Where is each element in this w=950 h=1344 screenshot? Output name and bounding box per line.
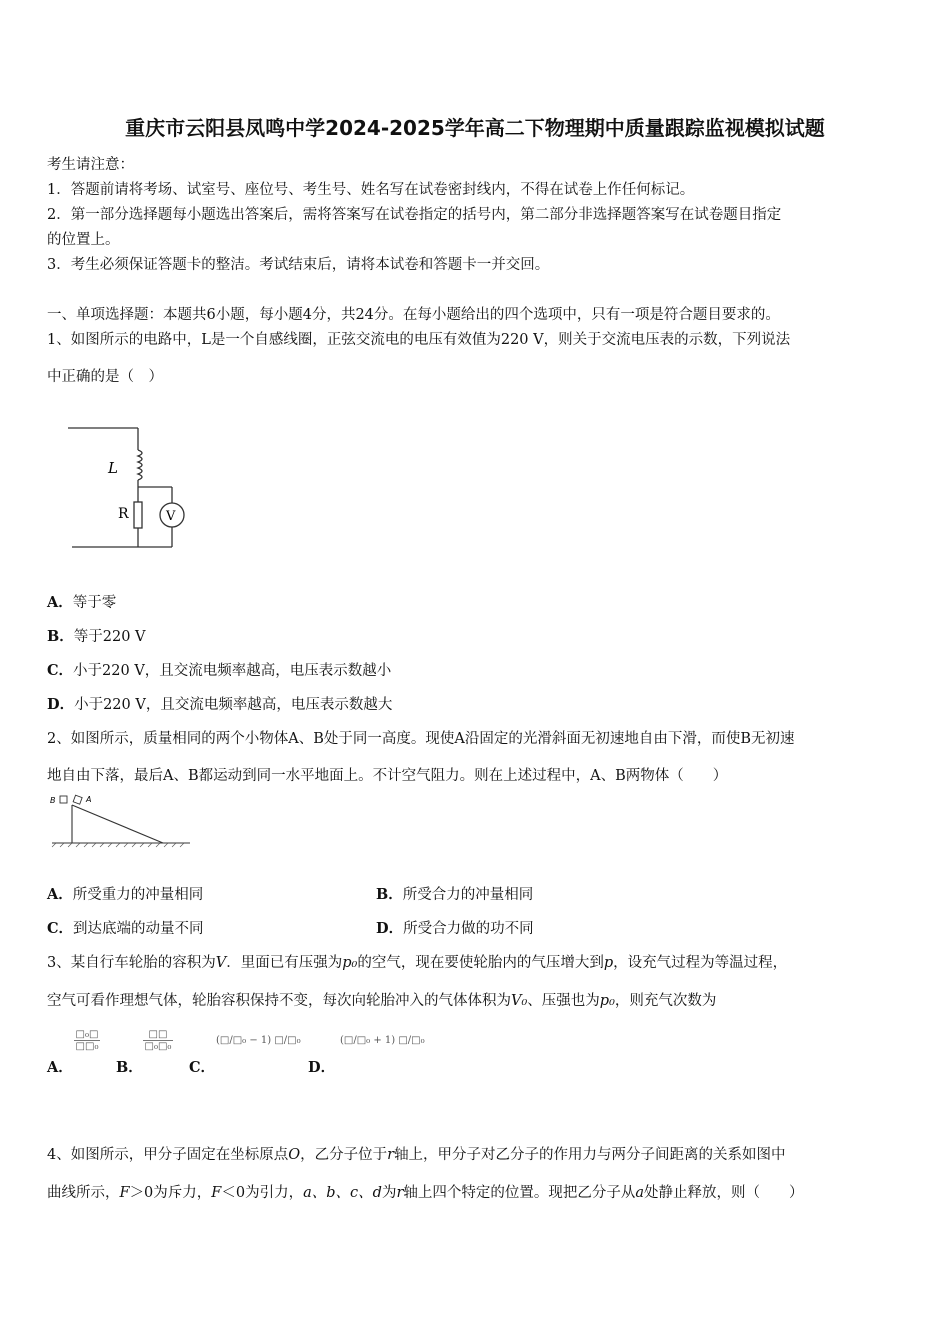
label-R: R [118, 506, 129, 522]
q3-option-d-formula: (□/□₀ + 1) □/□₀ [340, 1035, 425, 1046]
q2-option-c [47, 917, 204, 938]
text: 为 [381, 1185, 397, 1201]
var-r: r [387, 1147, 395, 1163]
numerator: □₀□ [75, 1029, 99, 1040]
q3-option-a-key: A． [47, 1059, 73, 1076]
numerator: □□ [143, 1029, 173, 1041]
var-V: V [215, 955, 227, 971]
text: 处静止释放，则（ ） [644, 1185, 804, 1201]
notice-item-2: 2．第一部分选择题每小题选出答案后，需将答案写在试卷指定的括号内，第二部分非选择题答案写在试卷题目指定 [47, 207, 782, 223]
q3-option-c-key: C． [189, 1059, 216, 1076]
q1-option-a [47, 591, 116, 612]
denominator: □₀□₀ [144, 1041, 172, 1052]
q1-stem-line2: 中正确的是（ ） [47, 369, 163, 385]
notice-item-2-cont: 的位置上。 [47, 232, 120, 248]
option-key: C． [47, 662, 74, 679]
label-A: A [86, 795, 92, 804]
text: ＜0为引力， [221, 1185, 304, 1201]
section-heading: 一、单项选择题：本题共6小题，每小题4分，共24分。在每小题给出的四个选项中，只有一项是符合题目要求的。 [47, 307, 780, 323]
label-B: B [50, 796, 56, 805]
option-text: 到达底端的动量不同 [73, 921, 204, 937]
q1-option-d [47, 693, 392, 714]
text: 3、某自行车轮胎的容积为 [47, 955, 216, 971]
q2-stem-line1: 2、如图所示，质量相同的两个小物体A、B处于同一高度。现使A沿固定的光滑斜面无初速地自由下滑，而使B无初速 [47, 731, 795, 747]
notice-heading: 考生请注意： [47, 157, 134, 173]
q1-option-b [47, 625, 146, 646]
label-L: L [108, 459, 118, 477]
q3-option-b-formula [143, 1029, 173, 1052]
var-F: F [211, 1185, 222, 1201]
q4-stem-line1 [47, 1143, 786, 1164]
notice-item-1: 1．答题前请将考场、试室号、座位号、考生号、姓名写在试卷密封线内，不得在试卷上作任何标记。 [47, 182, 695, 198]
var-F: F [119, 1185, 130, 1201]
option-text: 等于零 [72, 595, 117, 611]
option-key: D． [376, 920, 404, 937]
var-r: r [396, 1185, 404, 1201]
q2-option-d [376, 917, 534, 938]
option-text: 等于220 V [73, 629, 146, 645]
q4-stem-line2 [47, 1181, 804, 1202]
text: ＞0为斥力， [129, 1185, 212, 1201]
q3-option-b-key: B． [116, 1059, 143, 1076]
text: 、压强也为 [527, 993, 600, 1009]
option-text: 小于220 V，且交流电频率越高，电压表示数越大 [74, 697, 393, 713]
q2-option-b [376, 883, 533, 904]
notice-item-3: 3．考生必须保证答题卡的整洁。考试结束后，请将本试卷和答题卡一并交回。 [47, 257, 550, 273]
q2-option-a [47, 883, 203, 904]
vars-abcd: a、b、c、d [303, 1185, 382, 1201]
var-V0: V₀ [511, 993, 528, 1009]
option-key: D． [47, 696, 75, 713]
voltmeter-label: V [166, 509, 176, 524]
var-p: p [603, 955, 614, 971]
q3-option-c-formula: (□/□₀ − 1) □/□₀ [216, 1035, 301, 1046]
q3-stem-line2 [47, 989, 716, 1010]
option-text: 所受合力做的功不同 [403, 921, 534, 937]
text: 的空气，现在要使轮胎内的气压增大到 [357, 955, 604, 971]
option-key: A． [47, 886, 73, 903]
var-O: O [288, 1147, 301, 1163]
q3-option-a-formula [74, 1029, 100, 1052]
option-text: 小于220 V，且交流电频率越高，电压表示数越小 [73, 663, 392, 679]
q3-option-d-key: D． [308, 1059, 336, 1076]
var-a: a [635, 1185, 645, 1201]
text: ，则充气次数为 [614, 993, 717, 1009]
text: 空气可看作理想气体，轮胎容积保持不变，每次向轮胎冲入的气体体积为 [47, 993, 511, 1009]
option-text: 所受重力的冲量相同 [72, 887, 204, 903]
q2-incline-diagram [48, 793, 193, 848]
q1-option-c [47, 659, 391, 680]
text: 4、如图所示，甲分子固定在坐标原点 [47, 1147, 289, 1163]
text: 轴上四个特定的位置。现把乙分子从 [403, 1185, 636, 1201]
option-key: A． [47, 594, 73, 611]
var-p0: p₀ [599, 993, 615, 1009]
q1-stem-line1: 1、如图所示的电路中，L是一个自感线圈，正弦交流电的电压有效值为220 V，则关于交流电压表的示数，下列说法 [47, 332, 791, 348]
q2-stem-line2: 地自由下落，最后A、B都运动到同一水平地面上。不计空气阻力。则在上述过程中，A、B两物体（ ） [47, 768, 728, 784]
option-key: B． [376, 886, 403, 903]
q3-stem-line1 [47, 951, 787, 972]
option-key: C． [47, 920, 74, 937]
text: ，设充气过程为等温过程， [613, 955, 788, 971]
page-title: 重庆市云阳县凤鸣中学2024-2025学年高二下物理期中质量跟踪监视模拟试题 [125, 116, 825, 140]
text: ，乙分子位于 [300, 1147, 388, 1163]
denominator: □□₀ [75, 1041, 99, 1052]
var-p0: p₀ [342, 955, 358, 971]
q1-circuit-diagram [60, 420, 200, 555]
option-text: 所受合力的冲量相同 [402, 887, 534, 903]
text: 轴上，甲分子对乙分子的作用力与两分子间距离的关系如图中 [394, 1147, 786, 1163]
option-key: B． [47, 628, 74, 645]
text: ．里面已有压强为 [226, 955, 343, 971]
text: 曲线所示， [47, 1185, 120, 1201]
